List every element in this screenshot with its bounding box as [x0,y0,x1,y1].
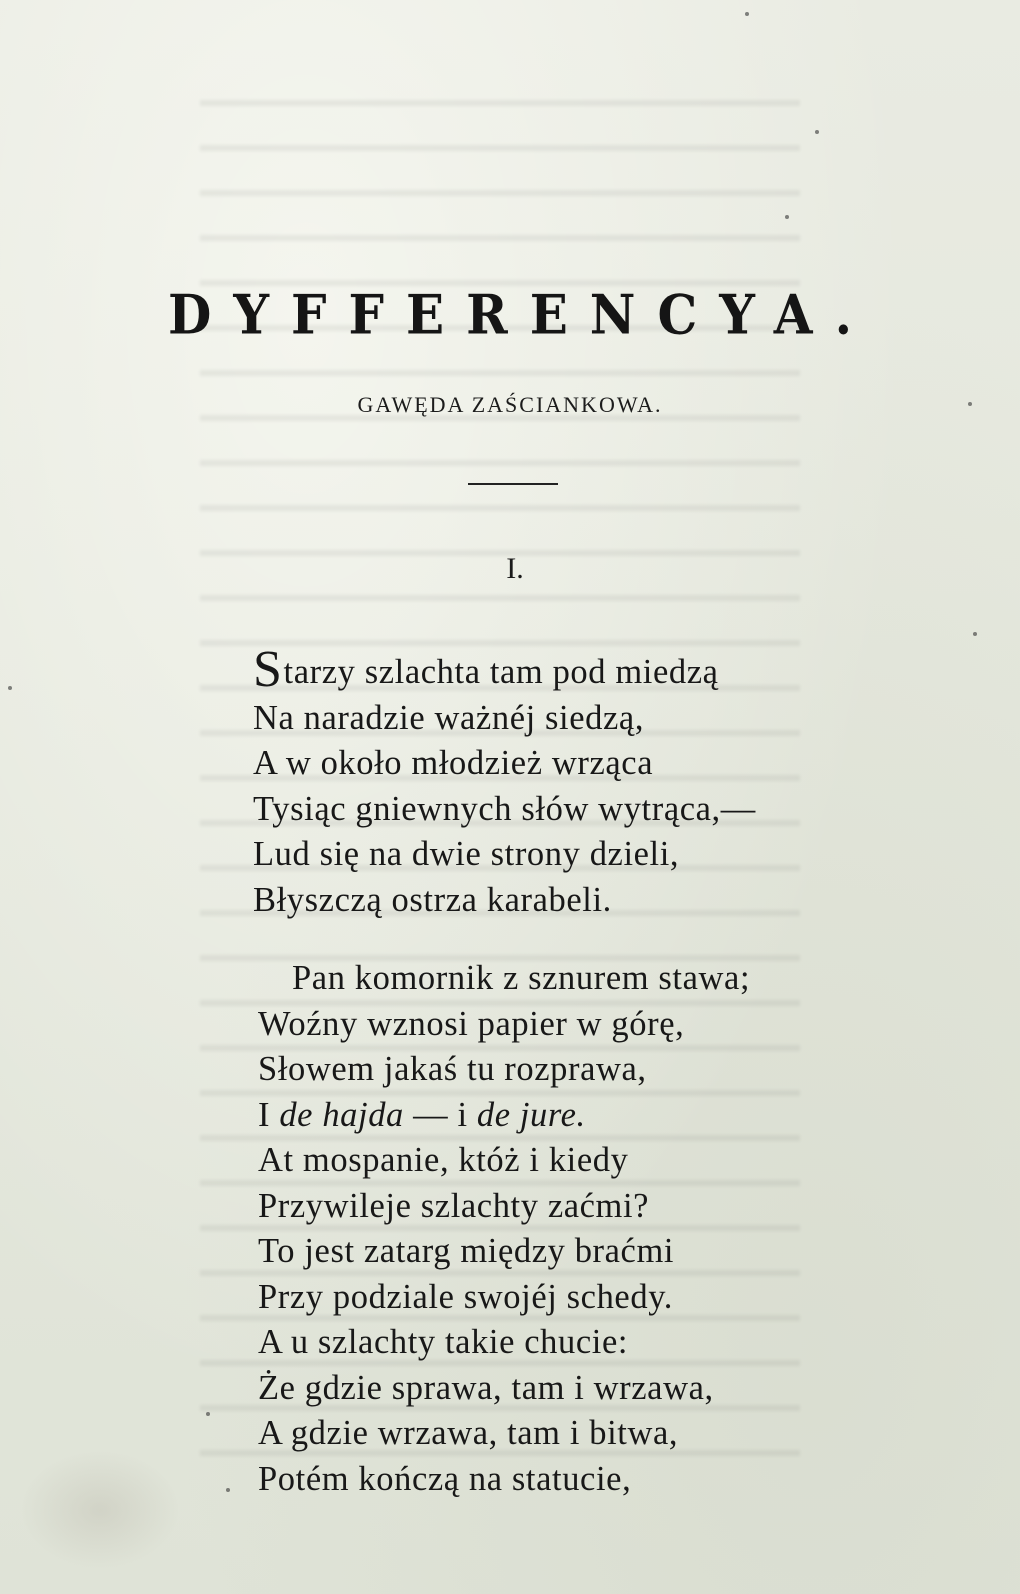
verse-line: A w około młodzież wrząca [253,744,654,782]
verse-line: Że gdzie sprawa, tam i wrzawa, [258,1368,714,1407]
page-speck [815,130,819,134]
initial-letter: S [253,641,283,698]
verse-line: Na naradzie ważnéj siedzą, [253,698,645,737]
verse-line: Tysiąc gniewnych słów wytrąca,— [253,789,756,828]
title-divider [468,483,558,485]
verse-line: Pan komornik z sznurem stawa; [292,959,751,997]
verse-line: A gdzie wrzawa, tam i bitwa, [258,1414,679,1452]
poem-title: DYFFERENCYA. [167,282,875,347]
stanza-1 [253,641,756,923]
verse-line: Słowem jakaś tu rozprawa, [258,1050,647,1088]
verse-line: Przywileje szlachty zaćmi? [258,1186,650,1225]
verse-line: Potém kończą na statucie, [258,1459,632,1498]
section-number: I. [506,552,524,585]
stanza-2 [258,956,750,1502]
poem-subtitle: GAWĘDA ZAŚCIANKOWA. [357,392,663,417]
verse-line-latin: I de hajda — i de jure. [258,1095,586,1134]
page-speck [206,1412,210,1416]
verse-line: Przy podziale swojéj schedy. [258,1277,674,1316]
page-speck [745,12,749,16]
page-speck [785,215,789,219]
verse-line: Lud się na dwie strony dzieli, [253,835,680,873]
page-speck [973,632,977,636]
verse-line: At mospanie, któż i kiedy [258,1141,629,1179]
page-speck [8,686,12,690]
verse-line: Woźny wznosi papier w górę, [258,1004,685,1043]
verse-line: Błyszczą ostrza karabeli. [253,880,612,919]
page-smudge [20,1450,180,1570]
verse-line: A u szlachty takie chucie: [258,1323,629,1361]
verse-line: Starzy szlachta tam pod miedzą [253,641,719,698]
verse-line: To jest zatarg między braćmi [258,1232,675,1270]
page-speck [226,1488,230,1492]
